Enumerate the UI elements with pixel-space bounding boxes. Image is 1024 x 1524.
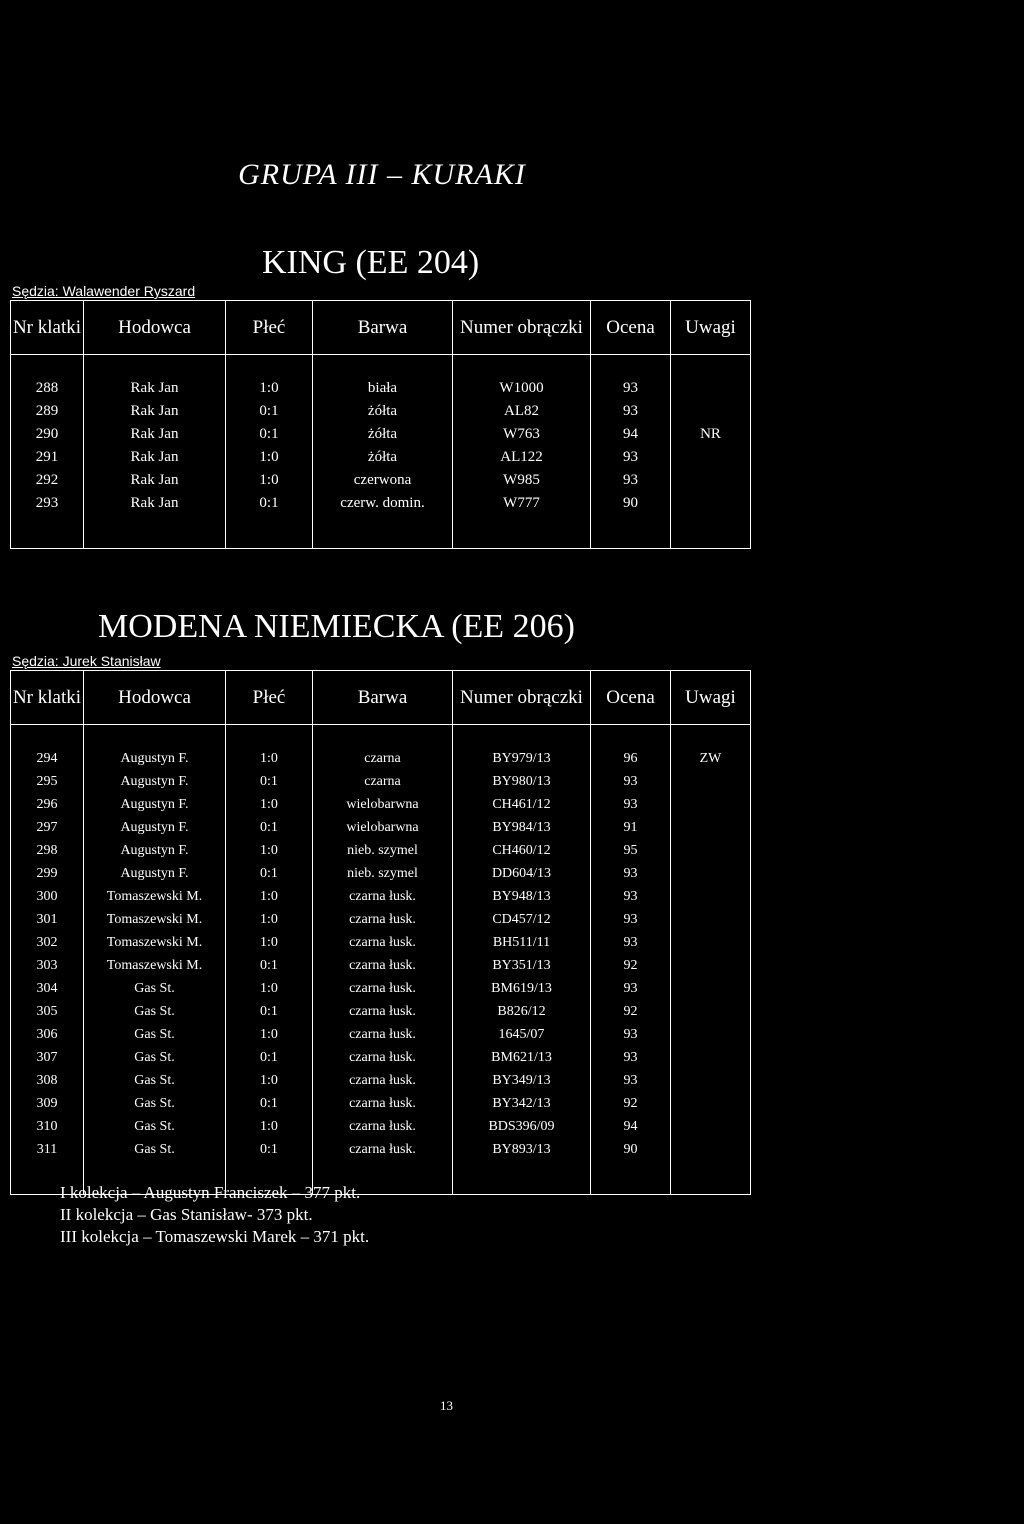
table-row [11,423,751,446]
table-cell [11,355,84,378]
table-cell: 1:0 [226,885,313,908]
header-plec: Płeć [226,301,313,355]
table-row [11,770,751,793]
table-cell [84,515,226,549]
table-cell: wielobarwna [313,816,453,839]
table-cell [671,839,751,862]
table-cell: AL122 [453,446,591,469]
table-cell: 93 [591,377,671,400]
table-cell [591,725,671,748]
collections-list [60,1182,369,1248]
table-cell: żółta [313,423,453,446]
table-row [11,954,751,977]
table-cell: 1:0 [226,931,313,954]
judge-king: Sędzia: Walawender Ryszard [12,283,196,299]
table-cell: 92 [591,954,671,977]
table-cell: czarna łusk. [313,1092,453,1115]
table-cell: nieb. szymel [313,862,453,885]
table-cell: 91 [591,816,671,839]
table-cell: BDS396/09 [453,1115,591,1138]
table-cell [671,492,751,515]
table-cell: 1:0 [226,747,313,770]
table-cell: 93 [591,908,671,931]
table-cell [313,515,453,549]
table-cell: 1:0 [226,908,313,931]
table-cell: 299 [11,862,84,885]
table-cell: 92 [591,1092,671,1115]
table-cell: Gas St. [84,1023,226,1046]
table-cell: 294 [11,747,84,770]
table-row [11,747,751,770]
table-cell: 94 [591,423,671,446]
table-cell: Rak Jan [84,492,226,515]
table-cell: Tomaszewski M. [84,885,226,908]
table-cell [453,515,591,549]
table-cell: Augustyn F. [84,770,226,793]
table-cell: Rak Jan [84,423,226,446]
table-cell [671,885,751,908]
table-row [11,377,751,400]
table-cell [671,377,751,400]
table-cell: żółta [313,400,453,423]
table-cell: 0:1 [226,816,313,839]
table-cell: 93 [591,885,671,908]
table-cell: 95 [591,839,671,862]
table-cell: 0:1 [226,1092,313,1115]
table-cell [313,355,453,378]
table-cell: W763 [453,423,591,446]
table-cell: 303 [11,954,84,977]
table-cell: CH461/12 [453,793,591,816]
table-cell: Tomaszewski M. [84,931,226,954]
group-title: GRUPA III – KURAKI [238,158,526,191]
table-cell: Augustyn F. [84,839,226,862]
table-cell [671,954,751,977]
table-cell: 291 [11,446,84,469]
table-cell: żółta [313,446,453,469]
table-cell: Gas St. [84,1092,226,1115]
table-cell [11,725,84,748]
table-row [11,1023,751,1046]
table-cell: czarna łusk. [313,1069,453,1092]
table-cell: BH511/11 [453,931,591,954]
page-number: 13 [440,1398,453,1413]
table-cell: 90 [591,492,671,515]
table-row [11,793,751,816]
table-cell [84,355,226,378]
table-cell: 92 [591,1000,671,1023]
table-cell: ZW [671,747,751,770]
table-cell: BY979/13 [453,747,591,770]
table-cell: BY351/13 [453,954,591,977]
table-cell: 90 [591,1138,671,1161]
table-cell: 1:0 [226,1115,313,1138]
table-cell: Augustyn F. [84,862,226,885]
table-row [11,400,751,423]
table-cell [671,469,751,492]
table-row [11,839,751,862]
table-cell: 292 [11,469,84,492]
table-row [11,492,751,515]
table-row [11,1069,751,1092]
table-cell: 300 [11,885,84,908]
table-cell: 297 [11,816,84,839]
table-cell: CD457/12 [453,908,591,931]
table-cell [671,862,751,885]
table-cell: 93 [591,400,671,423]
table-cell: 309 [11,1092,84,1115]
table-cell [671,446,751,469]
table-cell: CH460/12 [453,839,591,862]
table-row [11,446,751,469]
table-cell: czarna łusk. [313,1000,453,1023]
table-cell: czarna łusk. [313,885,453,908]
table-cell: 0:1 [226,492,313,515]
table-cell: 96 [591,747,671,770]
table-cell: 288 [11,377,84,400]
table-cell: 0:1 [226,770,313,793]
table-cell: czarna łusk. [313,1046,453,1069]
table-cell: 298 [11,839,84,862]
table-cell: 305 [11,1000,84,1023]
table-cell [671,1115,751,1138]
table-cell: czarna łusk. [313,1023,453,1046]
table-cell: Rak Jan [84,446,226,469]
table-cell [671,931,751,954]
table-row [11,1000,751,1023]
header-nr: Nr klatki [11,301,84,355]
collection-item: I kolekcja – Augustyn Franciszek – 377 pkt. [60,1183,361,1202]
table-cell [671,1069,751,1092]
table-cell: 289 [11,400,84,423]
section-title-modena: MODENA NIEMIECKA (EE 206) [98,608,575,645]
table-cell: 93 [591,1069,671,1092]
table-cell: 93 [591,446,671,469]
table-cell: 0:1 [226,423,313,446]
table-cell: 93 [591,931,671,954]
table-cell: 1:0 [226,469,313,492]
table-cell: Tomaszewski M. [84,908,226,931]
collection-item: II kolekcja – Gas Stanisław- 373 pkt. [60,1205,313,1224]
table-cell: 93 [591,977,671,1000]
table-cell: czarna łusk. [313,931,453,954]
table-cell: B826/12 [453,1000,591,1023]
table-cell [226,355,313,378]
table-cell: 1:0 [226,377,313,400]
table-cell: 0:1 [226,1138,313,1161]
table-cell: 301 [11,908,84,931]
table-cell: Tomaszewski M. [84,954,226,977]
table-cell [453,725,591,748]
table-cell: czarna [313,770,453,793]
table-cell [671,1092,751,1115]
table-cell: BY349/13 [453,1069,591,1092]
table-cell [671,1000,751,1023]
table-cell: biała [313,377,453,400]
table-cell [671,793,751,816]
table-cell: wielobarwna [313,793,453,816]
table-cell: 0:1 [226,1000,313,1023]
table-cell: 290 [11,423,84,446]
judge-modena: Sędzia: Jurek Stanisław [12,653,161,669]
table-cell: Augustyn F. [84,816,226,839]
table-cell [671,515,751,549]
table-cell [671,908,751,931]
table-cell [11,515,84,549]
table-cell [671,1046,751,1069]
table-cell [671,725,751,748]
table-cell: AL82 [453,400,591,423]
table-cell: Augustyn F. [84,793,226,816]
header-barwa: Barwa [313,301,453,355]
table-cell: 93 [591,770,671,793]
table-cell: Gas St. [84,977,226,1000]
table-cell: BY984/13 [453,816,591,839]
table-cell: BY980/13 [453,770,591,793]
header-plec: Płeć [226,671,313,725]
table-cell: czerwona [313,469,453,492]
table-row [11,1138,751,1161]
table-cell [84,725,226,748]
results-table-modena [10,670,751,1195]
table-row [11,469,751,492]
table-cell: 307 [11,1046,84,1069]
table-cell [591,1161,671,1195]
table-cell: 311 [11,1138,84,1161]
table-row [11,885,751,908]
table-cell [671,770,751,793]
table-cell: W985 [453,469,591,492]
table-cell: czerw. domin. [313,492,453,515]
table-cell: 296 [11,793,84,816]
table-cell [313,725,453,748]
table-cell: czarna łusk. [313,1138,453,1161]
table-cell: Gas St. [84,1069,226,1092]
table-cell: DD604/13 [453,862,591,885]
table-cell [671,1161,751,1195]
table-cell [671,1023,751,1046]
table-cell: 93 [591,469,671,492]
table-cell: BY893/13 [453,1138,591,1161]
table-cell: czarna łusk. [313,908,453,931]
table-cell: 0:1 [226,954,313,977]
table-cell: 1:0 [226,446,313,469]
table-cell [226,725,313,748]
header-numer: Numer obrączki [453,301,591,355]
table-cell [453,355,591,378]
table-cell: 310 [11,1115,84,1138]
table-cell: 0:1 [226,1046,313,1069]
table-row [11,1115,751,1138]
table-cell: 0:1 [226,400,313,423]
table-cell: Gas St. [84,1046,226,1069]
table-row [11,1092,751,1115]
table-cell: 308 [11,1069,84,1092]
table-cell [671,400,751,423]
table-cell: 293 [11,492,84,515]
table-row [11,816,751,839]
header-barwa: Barwa [313,671,453,725]
collection-item: III kolekcja – Tomaszewski Marek – 371 pkt. [60,1227,370,1246]
table-cell: czarna łusk. [313,954,453,977]
table-cell: Gas St. [84,1138,226,1161]
table-cell: BM621/13 [453,1046,591,1069]
table-cell: Gas St. [84,1115,226,1138]
table-cell: 93 [591,862,671,885]
table-cell [671,977,751,1000]
header-uwagi: Uwagi [671,671,751,725]
header-hodowca: Hodowca [84,301,226,355]
table-cell: Augustyn F. [84,747,226,770]
table-cell [226,515,313,549]
table-cell: czarna [313,747,453,770]
table-cell: BY948/13 [453,885,591,908]
table-row [11,908,751,931]
table-cell: 1:0 [226,793,313,816]
table-cell: 1645/07 [453,1023,591,1046]
header-hodowca: Hodowca [84,671,226,725]
table-cell: 93 [591,793,671,816]
table-cell: 1:0 [226,1069,313,1092]
table-cell: Gas St. [84,1000,226,1023]
table-cell: 302 [11,931,84,954]
table-cell [671,1138,751,1161]
table-cell: Rak Jan [84,377,226,400]
table-cell: W777 [453,492,591,515]
header-ocena: Ocena [591,671,671,725]
table-cell: BM619/13 [453,977,591,1000]
table-cell: 93 [591,1046,671,1069]
table-cell [591,355,671,378]
table-cell: czarna łusk. [313,977,453,1000]
table-row [11,862,751,885]
table-cell: Rak Jan [84,469,226,492]
table-cell: 94 [591,1115,671,1138]
table-cell: 1:0 [226,1023,313,1046]
table-cell: 306 [11,1023,84,1046]
table-row [11,977,751,1000]
table-cell: 93 [591,1023,671,1046]
header-ocena: Ocena [591,301,671,355]
table-cell: nieb. szymel [313,839,453,862]
table-cell: 0:1 [226,862,313,885]
table-cell: BY342/13 [453,1092,591,1115]
table-cell: 304 [11,977,84,1000]
table-cell: NR [671,423,751,446]
table-cell: 1:0 [226,839,313,862]
table-cell: czarna łusk. [313,1115,453,1138]
table-cell [671,355,751,378]
header-nr: Nr klatki [11,671,84,725]
table-cell: Rak Jan [84,400,226,423]
table-cell: W1000 [453,377,591,400]
table-cell: 295 [11,770,84,793]
table-cell [591,515,671,549]
table-row [11,931,751,954]
section-title-king: KING (EE 204) [262,244,480,281]
table-cell [671,816,751,839]
table-cell: 1:0 [226,977,313,1000]
table-cell [453,1161,591,1195]
results-table-king [10,300,751,549]
header-numer: Numer obrączki [453,671,591,725]
header-uwagi: Uwagi [671,301,751,355]
table-row [11,1046,751,1069]
